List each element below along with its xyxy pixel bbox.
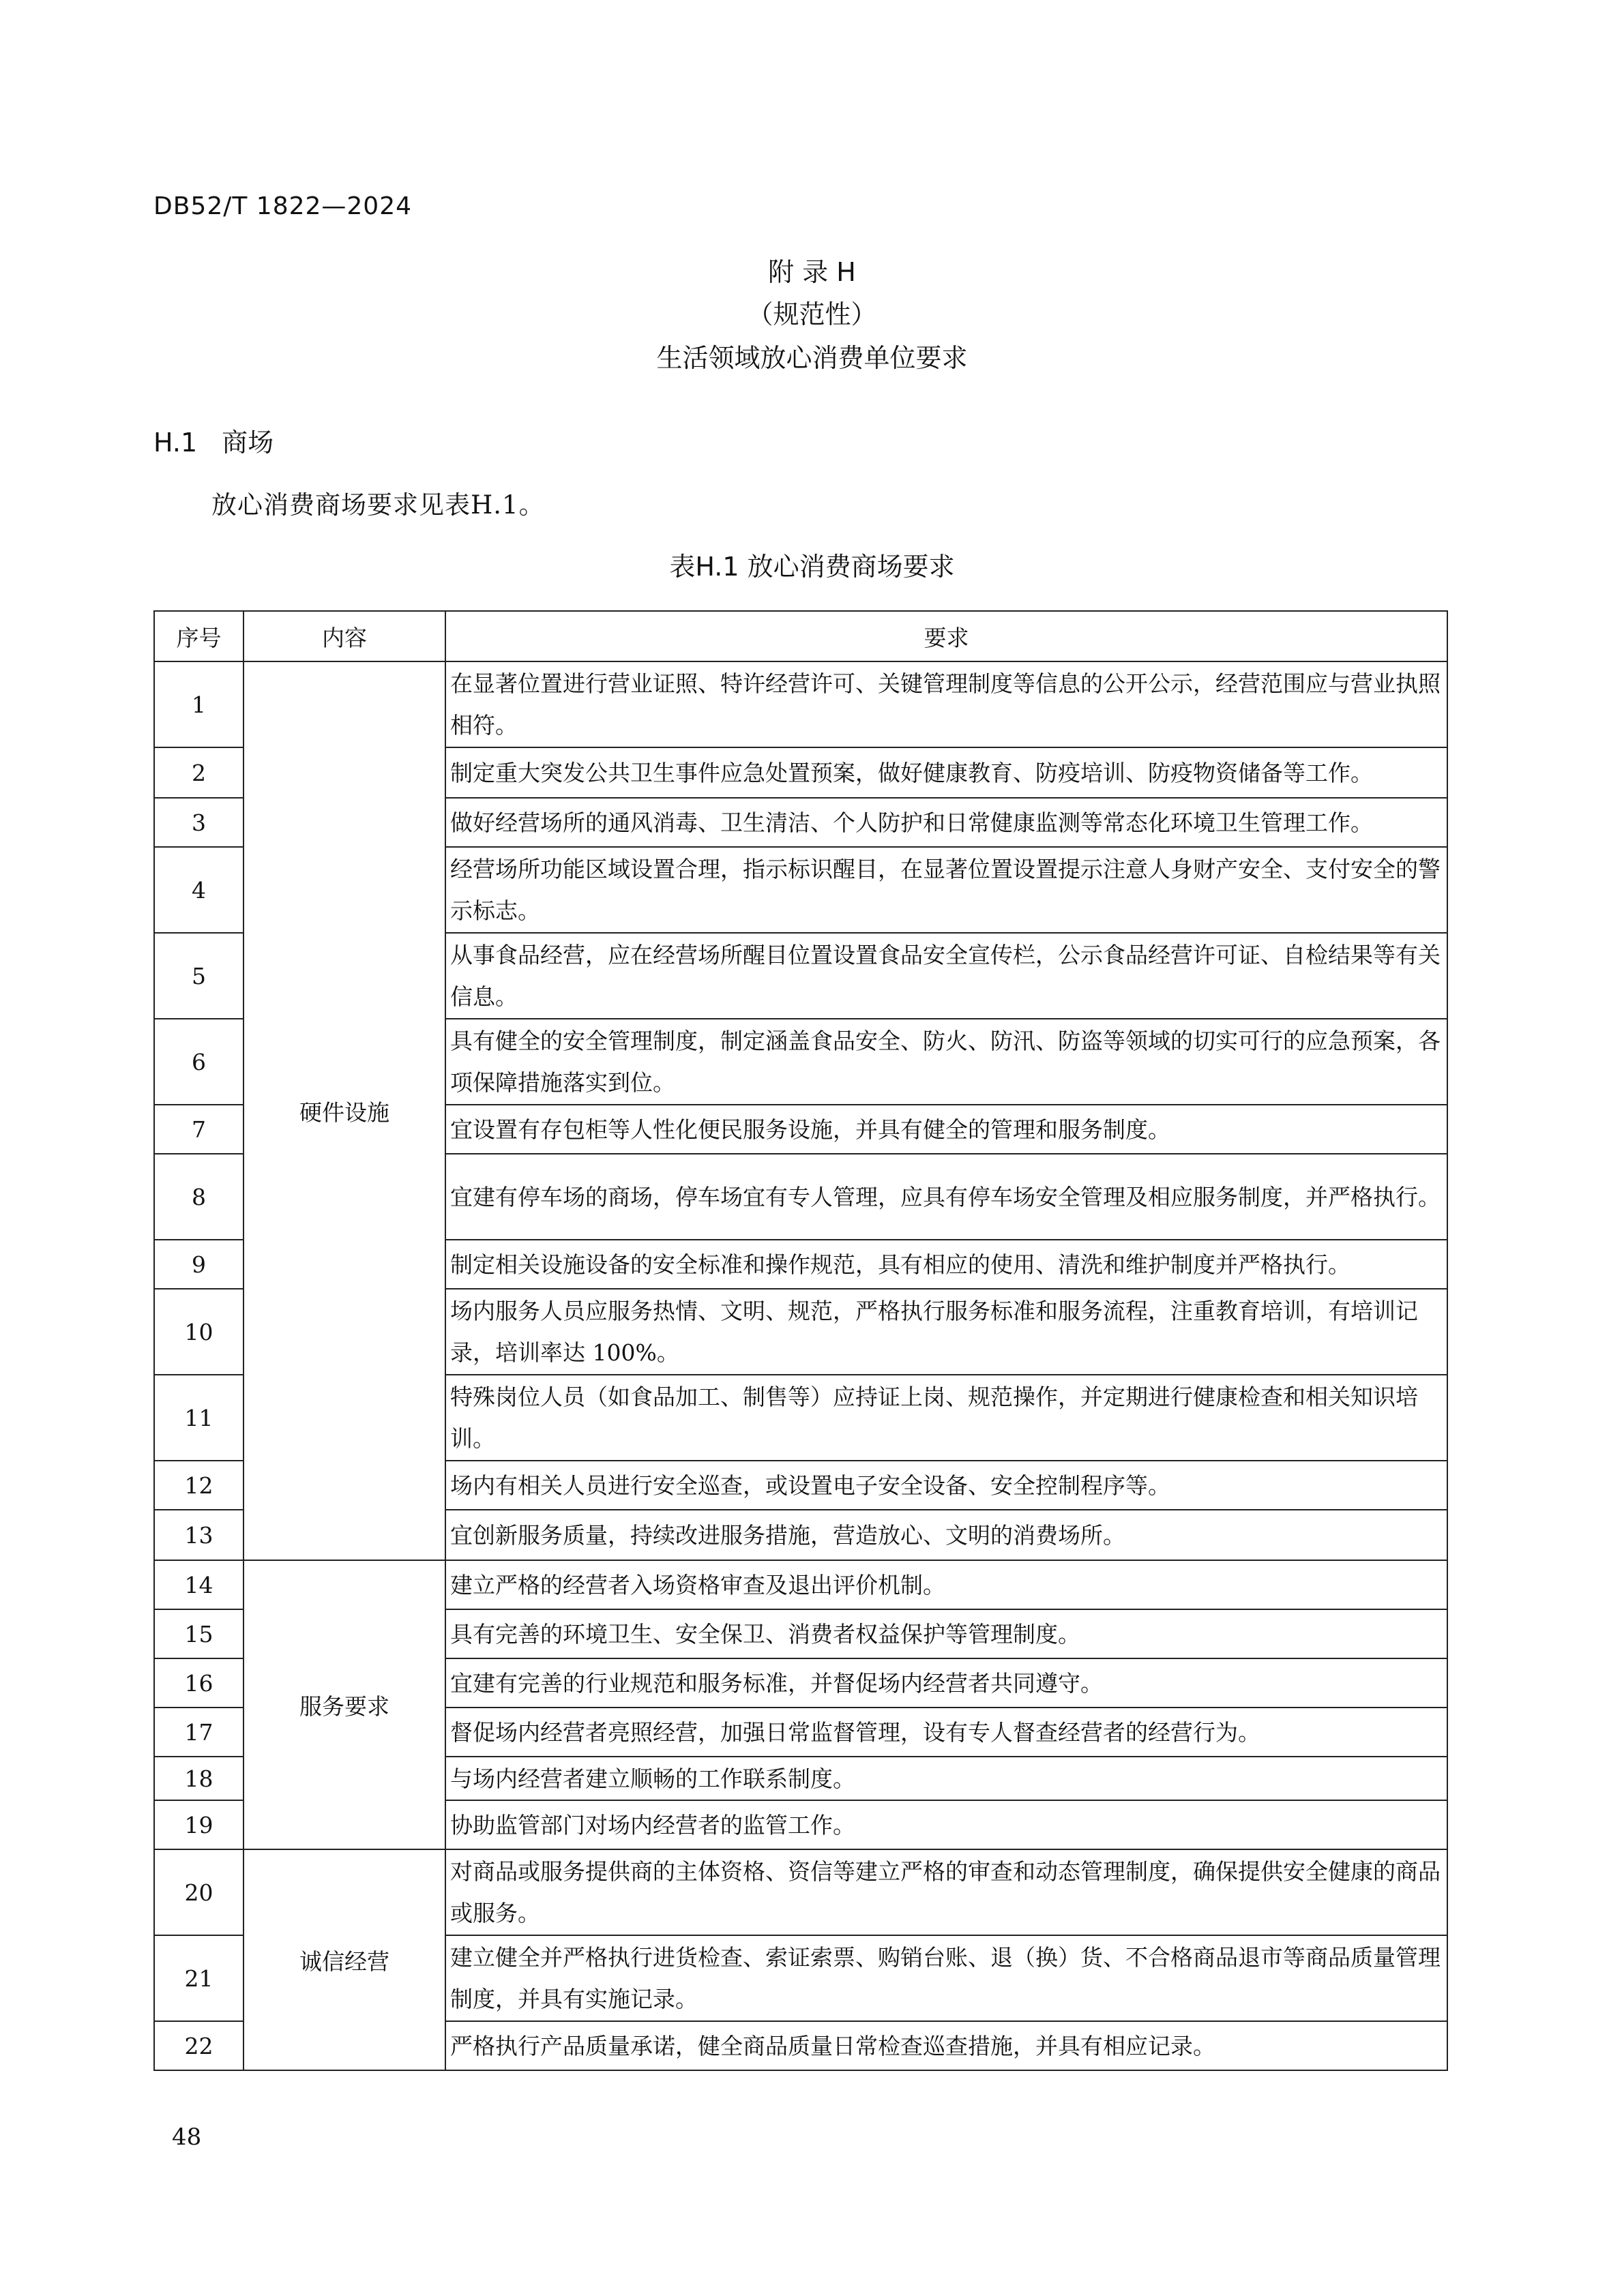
requirement-cell: 在显著位置进行营业证照、特许经营许可、关键管理制度等信息的公开公示，经营范围应与营业执照相符。 [445,661,1447,747]
table-caption: 表H.1 放心消费商场要求 [669,552,955,582]
row-number: 10 [154,1289,243,1375]
row-number: 8 [154,1154,243,1240]
row-number: 18 [154,1757,243,1800]
category-cell: 诚信经营 [243,1849,445,2070]
requirement-cell: 宜设置有存包柜等人性化便民服务设施，并具有健全的管理和服务制度。 [445,1105,1447,1154]
requirement-cell: 制定相关设施设备的安全标准和操作规范，具有相应的使用、清洗和维护制度并严格执行。 [445,1240,1447,1289]
row-number: 20 [154,1849,243,1935]
requirement-cell: 做好经营场所的通风消毒、卫生清洁、个人防护和日常健康监测等常态化环境卫生管理工作。 [445,798,1447,847]
row-number: 13 [154,1510,243,1560]
header-cell-content: 内容 [243,611,445,661]
requirement-cell: 制定重大突发公共卫生事件应急处置预案，做好健康教育、防疫培训、防疫物资储备等工作。 [445,747,1447,798]
category-cell: 硬件设施 [243,661,445,1560]
table-row [154,1849,1447,1935]
requirement-cell: 严格执行产品质量承诺，健全商品质量日常检查巡查措施，并具有相应记录。 [445,2021,1447,2070]
requirement-cell: 具有完善的环境卫生、安全保卫、消费者权益保护等管理制度。 [445,1609,1447,1658]
header-cell-requirement: 要求 [445,611,1447,661]
requirement-cell: 经营场所功能区域设置合理，指示标识醒目，在显著位置设置提示注意人身财产安全、支付安全的警示标志。 [445,847,1447,933]
row-number: 5 [154,933,243,1019]
requirement-cell: 与场内经营者建立顺畅的工作联系制度。 [445,1757,1447,1800]
document-code: DB52/T 1822—2024 [153,192,413,220]
row-number: 12 [154,1461,243,1510]
table-row [154,661,1447,747]
requirements-table [153,610,1448,2071]
requirement-cell: 具有健全的安全管理制度，制定涵盖食品安全、防火、防汛、防盗等领域的切实可行的应急预案，各项保障措施落实到位。 [445,1019,1447,1105]
requirement-cell: 对商品或服务提供商的主体资格、资信等建立严格的审查和动态管理制度，确保提供安全健康的商品或服务。 [445,1849,1447,1935]
requirement-cell: 宜建有完善的行业规范和服务标准，并督促场内经营者共同遵守。 [445,1658,1447,1708]
requirement-cell: 督促场内经营者亮照经营，加强日常监督管理，设有专人督查经营者的经营行为。 [445,1708,1447,1757]
row-number: 9 [154,1240,243,1289]
row-number: 21 [154,1935,243,2021]
requirement-cell: 场内服务人员应服务热情、文明、规范，严格执行服务标准和服务流程，注重教育培训，有培训记录，培训率达 100%。 [445,1289,1447,1375]
header-cell-number: 序号 [154,611,243,661]
row-number: 15 [154,1609,243,1658]
section-intro: 放心消费商场要求见表H.1。 [211,490,545,520]
requirement-cell: 宜建有停车场的商场，停车场宜有专人管理，应具有停车场安全管理及相应服务制度，并严格执行。 [445,1154,1447,1240]
table-header-row [154,611,1447,661]
table-row [154,1560,1447,1609]
appendix-title: 附 录 H [768,257,856,287]
section-heading [153,421,274,459]
section-title: 商场 [222,428,274,458]
row-number: 3 [154,798,243,847]
appendix-nature: （规范性） [747,299,877,329]
row-number: 6 [154,1019,243,1105]
page-number: 48 [172,2123,202,2151]
requirement-cell: 特殊岗位人员（如食品加工、制售等）应持证上岗、规范操作，并定期进行健康检查和相关知识培训。 [445,1375,1447,1461]
row-number: 11 [154,1375,243,1461]
appendix-subject: 生活领域放心消费单位要求 [656,343,968,373]
row-number: 14 [154,1560,243,1609]
category-cell: 服务要求 [243,1560,445,1849]
requirement-cell: 宜创新服务质量，持续改进服务措施，营造放心、文明的消费场所。 [445,1510,1447,1560]
row-number: 2 [154,747,243,798]
row-number: 19 [154,1800,243,1849]
requirement-cell: 建立健全并严格执行进货检查、索证索票、购销台账、退（换）货、不合格商品退市等商品质量管理制度，并具有实施记录。 [445,1935,1447,2021]
section-number: H.1 [153,428,198,458]
row-number: 17 [154,1708,243,1757]
requirement-cell: 协助监管部门对场内经营者的监管工作。 [445,1800,1447,1849]
requirement-cell: 建立严格的经营者入场资格审查及退出评价机制。 [445,1560,1447,1609]
requirement-cell: 从事食品经营，应在经营场所醒目位置设置食品安全宣传栏，公示食品经营许可证、自检结果等有关信息。 [445,933,1447,1019]
requirement-cell: 场内有相关人员进行安全巡查，或设置电子安全设备、安全控制程序等。 [445,1461,1447,1510]
row-number: 7 [154,1105,243,1154]
row-number: 16 [154,1658,243,1708]
row-number: 22 [154,2021,243,2070]
row-number: 1 [154,661,243,747]
row-number: 4 [154,847,243,933]
